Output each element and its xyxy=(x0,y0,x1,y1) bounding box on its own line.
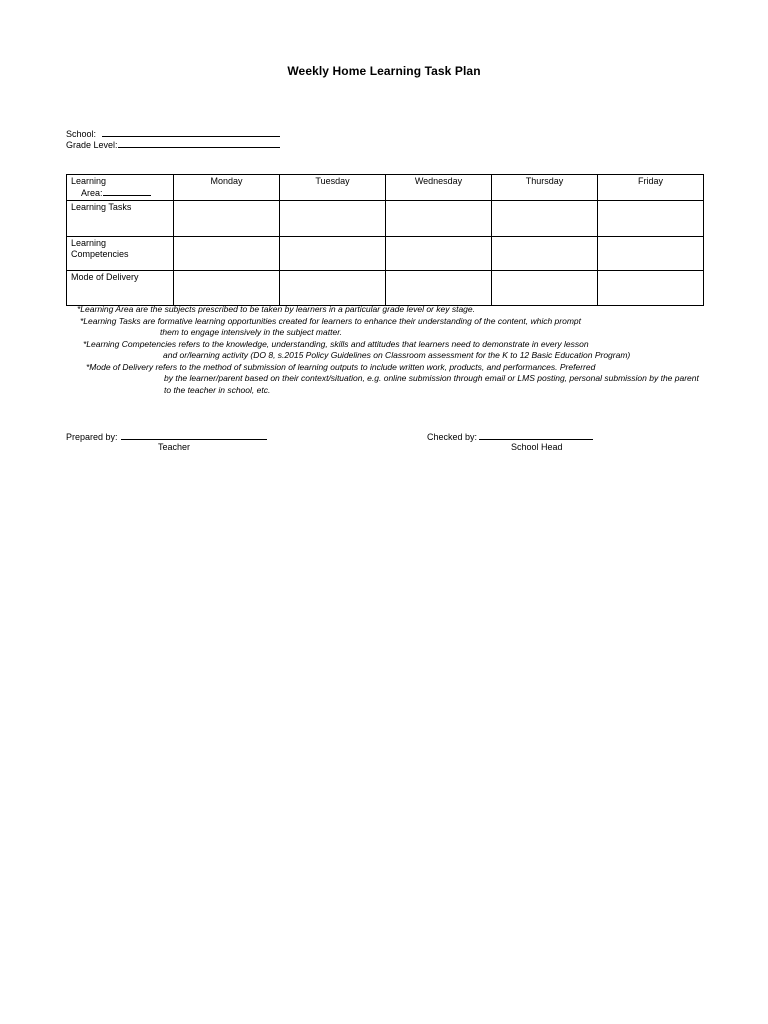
table-row-learning-tasks xyxy=(67,201,704,237)
grade-level-field xyxy=(66,139,280,151)
task-plan-table xyxy=(66,174,704,306)
table-header-row xyxy=(67,175,704,201)
table-cell[interactable] xyxy=(598,271,704,306)
row-label-text-line2: Competencies xyxy=(71,249,129,259)
footnotes xyxy=(66,304,706,396)
row-label-mode-of-delivery xyxy=(67,271,174,306)
footnote-continuation: and or/learning activity (DO 8, s.2015 Policy Guidelines on Classroom assessment for the K to 12 Basic Education Program) xyxy=(163,350,631,360)
table-cell[interactable] xyxy=(386,201,492,237)
table-cell[interactable] xyxy=(492,201,598,237)
row-label-text: Learning Tasks xyxy=(71,202,132,212)
footnote-continuation: by the learner/parent based on their context/situation, e.g. online submission through email or LMS posting, personal submission by the parent to the teacher in school, etc. xyxy=(164,373,699,395)
footnote-text: *Mode of Delivery refers to the method of submission of learning outputs to include written work, products, and performances. Preferred xyxy=(86,361,596,372)
footnote-learning-tasks xyxy=(66,316,706,339)
table-cell[interactable] xyxy=(598,201,704,237)
school-blank-line xyxy=(102,128,280,137)
document-title: Weekly Home Learning Task Plan xyxy=(287,64,481,78)
learning-area-label-text: Area: xyxy=(81,188,103,198)
table-cell[interactable] xyxy=(174,237,280,271)
footnote-mode-of-delivery xyxy=(66,362,706,397)
teacher-role-label: Teacher xyxy=(158,442,191,452)
table-cell[interactable] xyxy=(280,201,386,237)
day-header-friday: Friday xyxy=(598,175,704,201)
row-label-text: Learning xyxy=(71,238,107,248)
table-cell[interactable] xyxy=(386,237,492,271)
row-label-text: Mode of Delivery xyxy=(71,272,139,282)
footnote-text: *Learning Area are the subjects prescribed to be taken by learners in a particular grade level or key stage. xyxy=(77,304,475,314)
checked-by-blank-line xyxy=(479,431,593,440)
table-row-mode-of-delivery xyxy=(67,271,704,306)
row-label-learning-tasks xyxy=(67,201,174,237)
grade-level-blank-line xyxy=(118,139,280,148)
footnote-learning-competencies xyxy=(66,339,706,362)
table-cell[interactable] xyxy=(174,201,280,237)
grade-level-label: Grade Level: xyxy=(66,140,118,150)
prepared-by-blank-line xyxy=(121,431,267,440)
footnote-text: *Learning Tasks are formative learning opportunities created for learners to enhance their understanding of the content, which prompt xyxy=(80,315,582,326)
table-cell[interactable] xyxy=(174,271,280,306)
table-cell[interactable] xyxy=(598,237,704,271)
learning-area-blank-line xyxy=(103,187,151,196)
day-header-tuesday: Tuesday xyxy=(280,175,386,201)
table-cell[interactable] xyxy=(492,237,598,271)
checked-by-label: Checked by: xyxy=(427,432,478,442)
school-head-role-label: School Head xyxy=(511,442,563,452)
day-header-thursday: Thursday xyxy=(492,175,598,201)
table-cell[interactable] xyxy=(492,271,598,306)
row-label-learning-competencies xyxy=(67,237,174,271)
table-cell[interactable] xyxy=(386,271,492,306)
footnote-continuation: them to engage intensively in the subject matter. xyxy=(160,327,343,337)
footnote-text: *Learning Competencies refers to the knowledge, understanding, skills and attitudes that learners need to demonstrate in every lesson xyxy=(83,338,589,349)
table-cell[interactable] xyxy=(280,271,386,306)
learning-area-label-line1: Learning xyxy=(71,176,107,186)
prepared-by-label: Prepared by: xyxy=(66,432,118,442)
day-header-monday: Monday xyxy=(174,175,280,201)
day-header-wednesday: Wednesday xyxy=(386,175,492,201)
footnote-learning-area xyxy=(66,304,706,316)
learning-area-header xyxy=(67,175,174,201)
table-cell[interactable] xyxy=(280,237,386,271)
learning-area-label-line2 xyxy=(71,187,169,199)
school-label: School: xyxy=(66,129,97,139)
table-row-learning-competencies xyxy=(67,237,704,271)
